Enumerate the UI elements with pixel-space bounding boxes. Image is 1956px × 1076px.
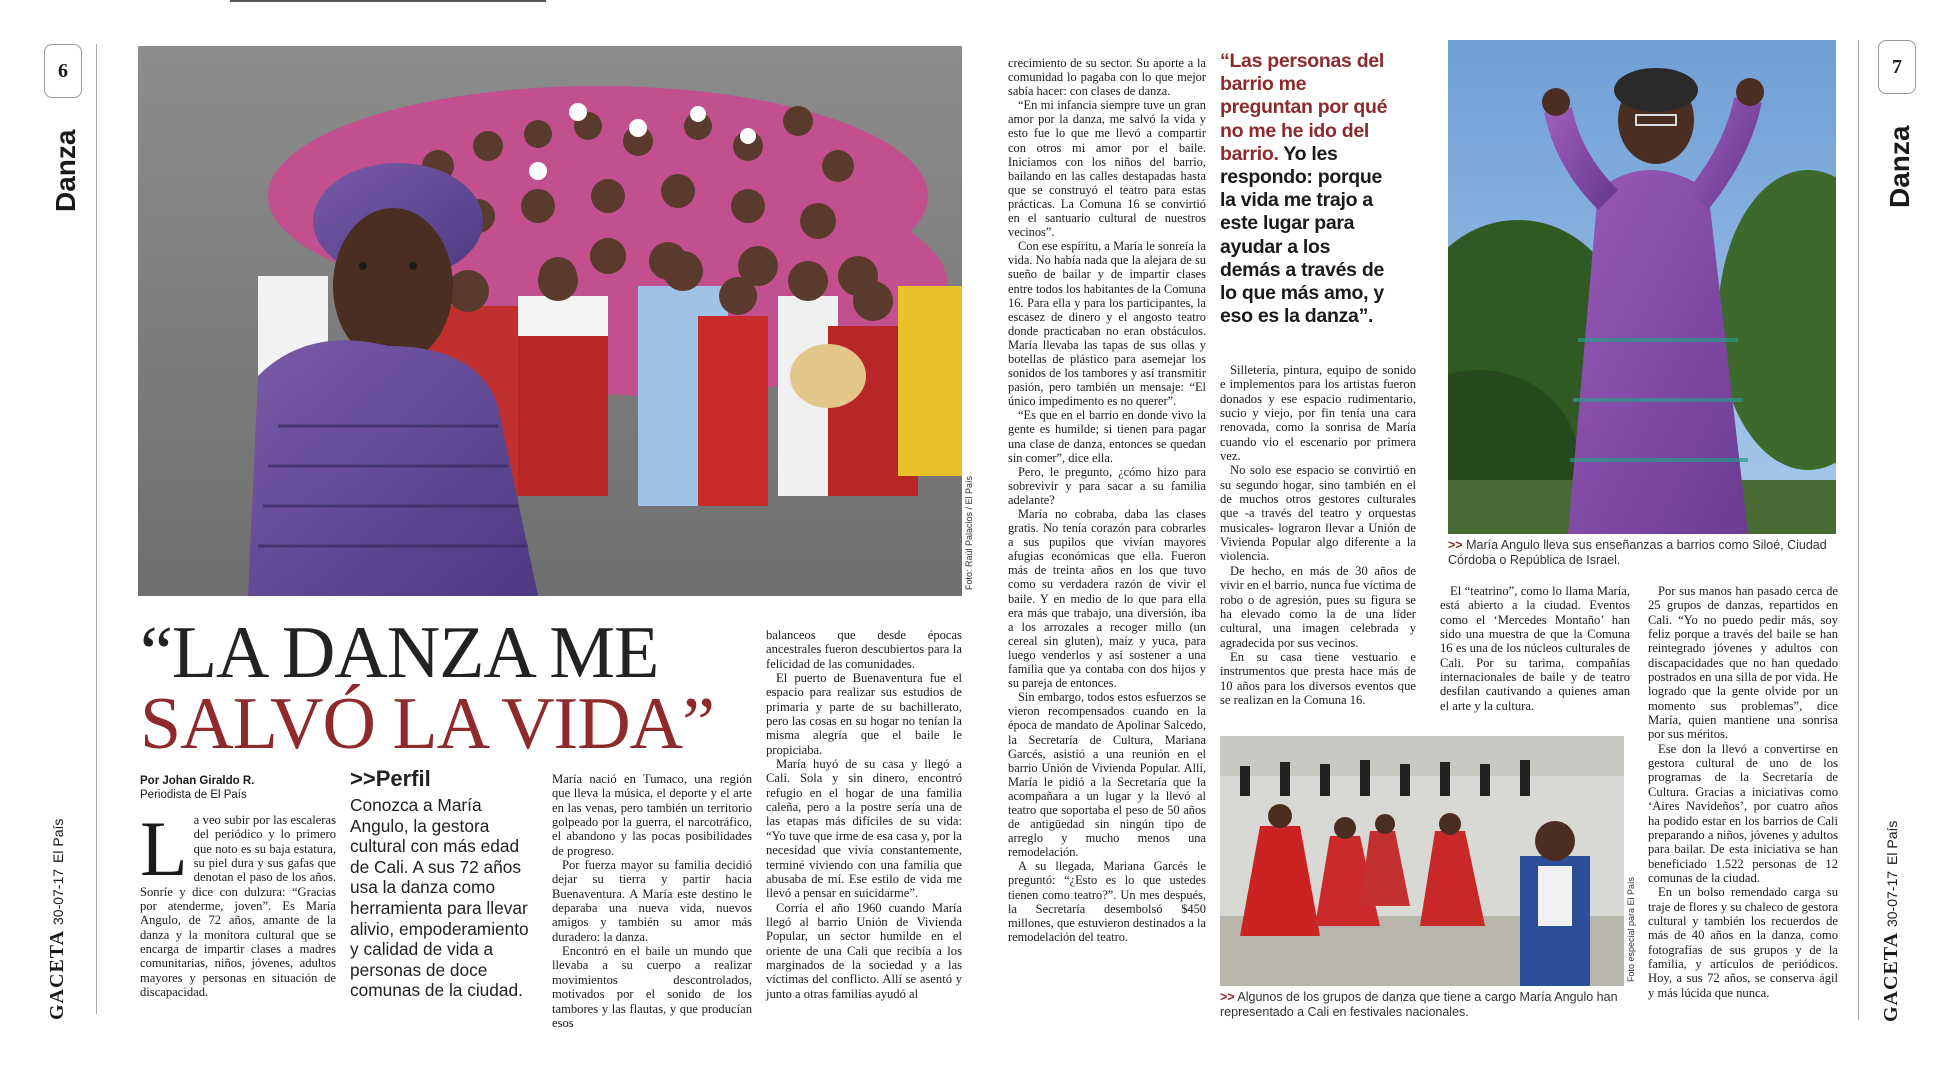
col5-paragraph-2: “En mi infancia siempre tuve un gran amor por la danza, me salvó la vida y esto fue lo que me llevó a compartir con otros mi amor por el baile. Iniciamos con los niños del barrio, bailando en las calles destapadas hasta que se construyó el teatro para estas prácticas. La Comuna 16 se convirtió en el santuario cultural de nuestros vecinos”. bbox=[1008, 98, 1206, 240]
col5-paragraph-7: Sin embargo, todos estos esfuerzos se vieron recompensados cuando en la época de mandato de Apolinar Salcedo, la Secretaría de Cultura, Mariana Garcés, asistió a una reunión en el barrio Unión de Vivienda Popular. Allí, María le pidió a la Secretaría que la acompañara a un lugar y la llevó al teatro que soportaba el peso de 50 años de antigüedad sin ningún tipo de arreglo y mucho menos una remodelación. bbox=[1008, 690, 1206, 860]
left-margin-rule bbox=[96, 44, 97, 1014]
col4-paragraph-2: El puerto de Buenaventura fue el espacio para realizar sus estudios de primaria y parte de su bachillerato, pero las cosas en su hogar no tenían la misma alegría que el baile le propiciaba. bbox=[766, 671, 962, 757]
right-photo bbox=[1448, 40, 1836, 534]
right-caption-text: María Angulo lleva sus enseñanzas a barrios como Siloé, Ciudad Córdoba o República de Israel. bbox=[1448, 538, 1827, 567]
col5-paragraph-1: crecimiento de su sector. Su aporte a la comunidad lo pagaba con lo que mejor sabía hacer: con clases de danza. bbox=[1008, 56, 1206, 99]
footer-brand-left: GACETA bbox=[46, 931, 68, 1020]
footer-left bbox=[46, 819, 69, 1020]
body-column-7 bbox=[1440, 584, 1630, 713]
right-margin-rule bbox=[1858, 40, 1859, 1020]
col3-paragraph-2: Por fuerza mayor su familia decidió dejar su tierra y partir hacia Buenaventura. A María este destino le deparaba una nueva vida, nuevos amigos y también su amor más duradero: la danza. bbox=[552, 858, 752, 944]
byline-author: Por Johan Giraldo R. bbox=[140, 775, 255, 787]
footer-date-left: 30-07-17 bbox=[50, 868, 66, 926]
section-label-right: Danza bbox=[1884, 125, 1915, 208]
headline-line1: “LA DANZA ME bbox=[140, 612, 659, 694]
section-label-left: Danza bbox=[50, 129, 81, 212]
pull-quote-red: “Las personas del barrio me preguntan por qué no me he ido del barrio. bbox=[1220, 50, 1388, 165]
body-column-5 bbox=[1008, 56, 1206, 944]
right-caption-marker: >> bbox=[1448, 538, 1463, 552]
col4-paragraph-4: Corría el año 1960 cuando María llegó al barrio Unión de Vivienda Popular, un sector humilde en el oriente de una Cali que recibía a los marginados de la sociedad y a las víctimas del conflicto. Allí se asentó y junto a otras familias ayudó al bbox=[766, 900, 962, 1001]
footer-right bbox=[1880, 821, 1903, 1022]
col3-paragraph-1: María nació en Tumaco, una región que lleva la música, el deporte y el arte en las venas, pero también un territorio golpeado por la guerra, el narcotráfico, el abandono y las pocas posibilidades de progreso. bbox=[552, 772, 752, 858]
bottom-caption-marker: >> bbox=[1220, 990, 1235, 1004]
footer-brand-right: GACETA bbox=[1880, 933, 1902, 1022]
col7-paragraph-1: El “teatrino”, como lo llama María, está abierto a la ciudad. Eventos como el ‘Mercedes Montaño’ han sido una muestra de que la Comuna 16 es una de los núcleos culturales de Cali. Por su tarima, compañías internacionales de baile y de teatro desfilan cautivando a quienes aman el arte y la cultura. bbox=[1440, 584, 1630, 713]
col5-paragraph-8: A su llegada, Mariana Garcés le preguntó: “¿Esto es lo que ustedes tienen como teatro?”. Un mes después, la Secretaría desembolsó $450 millones, que estuvieron destinados a la remodelación del teatro. bbox=[1008, 859, 1206, 944]
col4-paragraph-3: María huyó de su casa y llegó a Cali. Sola y sin dinero, encontró refugio en el hogar de una familia caleña, pero a la postre sería una de las etapas más difíciles de su vida: “Yo tuve que irme de esa casa y, por la necesidad que vivía constantemente, terminé viviendo con una familia que abusaba de mí. Ese estilo de vida me llevó a pensar en suicidarme”. bbox=[766, 757, 962, 901]
main-photo bbox=[138, 46, 962, 596]
body-column-6 bbox=[1220, 363, 1416, 707]
bottom-photo-caption bbox=[1220, 990, 1624, 1019]
pull-quote bbox=[1220, 50, 1390, 328]
col3-paragraph-3: Encontró en el baile un mundo que llevaba a su cuerpo a realizar movimientos descontrolados, motivados por el sonido de los tambores y las flautas, y que producían esos bbox=[552, 944, 752, 1030]
col8-paragraph-1: Por sus manos han pasado cerca de 25 grupos de danzas, repartidos en Cali. “Yo no puedo pedir más, soy feliz porque a través del baile se han reintegrado jóvenes y adultos con discapacidades que no han quedado postrados en una silla de por vida. He logrado que la gente olvide por un momento sus problemas”, dice María, quien mantiene una sonrisa por sus méritos. bbox=[1648, 584, 1838, 742]
col6-paragraph-1: Silletería, pintura, equipo de sonido e implementos para los artistas fueron donados y ese espacio rudimentario, sucio y viejo, por fin tenía una cara renovada, como la sonrisa de María cuando vio el escenario por primera vez. bbox=[1220, 363, 1416, 464]
col8-paragraph-3: En un bolso remendado carga su traje de flores y su chaleco de gestora cultural y también los recuerdos de más de 40 años en la danza, como fotografías de sus grupos y de la familia, y artículos de periódicos. Hoy, a sus 72 años, se conserva ágil y más lúcida que nunca. bbox=[1648, 885, 1838, 1000]
byline-role: Periodista de El País bbox=[140, 789, 247, 801]
col5-paragraph-6: María no cobraba, daba las clases gratis. No tenía corazón para cobrarles a sus pupilos que vivían mayores afugias económicas que ella. Fueron más de treinta años en los que tuvo como su verdadera razón de vivir el baile. Y en medio de lo que para ella era más que trabajo, una diversión, iba a los arrozales a recoger millo (un cereal sin gluten), maíz y yuca, para luego venderlos y así sostener a una familia que ya contaba con dos hijos y su pareja de entonces. bbox=[1008, 507, 1206, 691]
perfil-text: Conozca a María Angulo, la gestora cultural con más edad de Cali. A sus 72 años usa la danza como herramienta para llevar alivio, empoderamiento y calidad de vida a personas de doce comunas de la ciudad. bbox=[350, 795, 529, 1001]
col8-paragraph-2: Ese don la llevó a convertirse en gestora cultural de uno de los programas de la Secretaría de Cultura. Gracias a iniciativas como ‘Aires Navideños’, por cuatro años ha podido estar en los barrios de Cali preparando a niños, jóvenes y adultos para bailar. De esta iniciativa se han beneficiado 1.522 personas de 12 comunas de la ciudad. bbox=[1648, 741, 1838, 885]
bottom-photo bbox=[1220, 736, 1624, 986]
col1-paragraph-1: a veo subir por las escaleras del periódico y lo primero que noto es su baja estatura, su piel dura y sus gafas que denotan el paso de los años. Sonríe y dice con dulzura: “Gracias por atenderme, joven”. Es María Angulo, de 72 años, amante de la danza y la monitora cultural que se encarga de impartir clases a madres comunitarias, niños, jóvenes, adultos mayores y personas en situación de discapacidad. bbox=[140, 813, 336, 1000]
pull-quote-black: Yo les respondo: porque la vida me trajo a este lugar para ayudar a los demás a través de lo que más amo, y eso es la danza”. bbox=[1220, 142, 1385, 328]
byline bbox=[140, 774, 320, 802]
page-number-left: 6 bbox=[44, 44, 82, 98]
page-number-right: 7 bbox=[1878, 40, 1916, 94]
body-column-8 bbox=[1648, 584, 1838, 1000]
bottom-caption-text: Algunos de los grupos de danza que tiene a cargo María Angulo han representado a Cali en festivales nacionales. bbox=[1220, 990, 1618, 1019]
main-photo-credit: Foto: Raúl Palacios / El País bbox=[964, 475, 974, 590]
bottom-photo-credit: Foto especial para El País bbox=[1626, 876, 1636, 982]
body-column-1 bbox=[140, 805, 336, 1000]
top-rule bbox=[230, 0, 546, 2]
footer-date-right: 30-07-17 bbox=[1884, 870, 1900, 928]
col5-paragraph-4: “Es que en el barrio en donde vivo la gente es humilde; si tienen para pagar una clase de danza, entonces se quedan sin comer”, dice ella. bbox=[1008, 408, 1206, 465]
footer-paper-left: El País bbox=[50, 818, 66, 863]
body-column-3 bbox=[552, 772, 752, 1030]
col6-paragraph-3: De hecho, en más de 30 años de vivir en el barrio, nunca fue víctima de robo o de agresión, pues su figura se ha elevado como la de una líder cultural, una imagen celebrada y agradecida por sus vecinos. bbox=[1220, 563, 1416, 650]
col6-paragraph-4: En su casa tiene vestuario e instrumentos que presta hace más de 10 años para los diversos eventos que se realizan en la Comuna 16. bbox=[1220, 649, 1416, 707]
col6-paragraph-2: No solo ese espacio se convirtió en su segundo hogar, sino también en el de muchos otros gestores culturales que -a través del teatro y orquestas musicales- lograron llevar a Unión de Vivienda Popular algo diferente a la violencia. bbox=[1220, 463, 1416, 564]
perfil-heading: >>Perfil bbox=[350, 766, 431, 791]
right-photo-caption bbox=[1448, 538, 1836, 567]
col5-paragraph-3: Con ese espíritu, a María le sonreía la vida. No había nada que la alejara de su sueño de bailar y de impartir clases entre todos los habitantes de la Comuna 16. Para ella y para los participantes, la escasez de dinero y el angosto teatro donde practicaban no eran obstáculos. María llevaba las tapas de sus ollas y botellas de plástico para asemejar los sonidos de los tambores y así transmitir pasión, pero también un mensaje: “El único impedimento es no querer”. bbox=[1008, 239, 1206, 409]
footer-paper-right: El País bbox=[1884, 820, 1900, 865]
col5-paragraph-5: Pero, le pregunto, ¿cómo hizo para sobrevivir y para sacar a su familia adelante? bbox=[1008, 464, 1206, 507]
headline-line2: SALVÓ LA VIDA” bbox=[140, 683, 714, 765]
body-column-4 bbox=[766, 628, 962, 1001]
drop-cap: L bbox=[140, 805, 188, 892]
col4-paragraph-1: balanceos que desde épocas ancestrales fueron descubiertos para la felicidad de las comunidades. bbox=[766, 628, 962, 671]
